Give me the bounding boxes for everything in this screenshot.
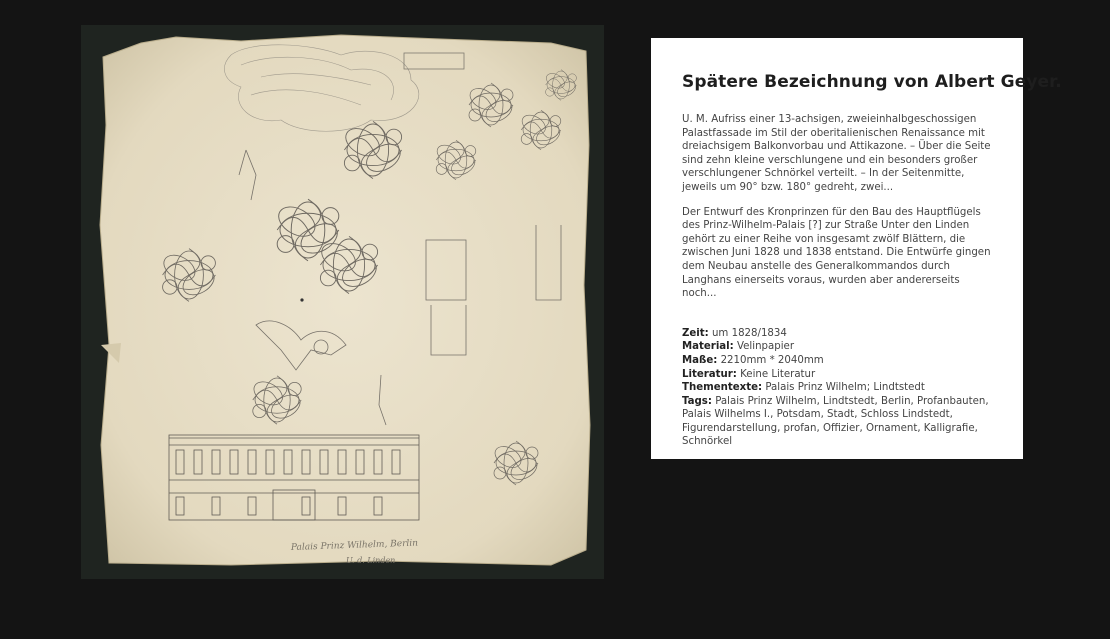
drawing-sheet xyxy=(81,25,604,579)
meta-literatur-value: Keine Literatur xyxy=(736,368,816,380)
inscription-line-2: U. d. Linden xyxy=(346,556,396,565)
meta-zeit-value: um 1828/1834 xyxy=(708,327,787,339)
meta-literatur xyxy=(682,368,993,382)
meta-thementexte-label: Thementexte: xyxy=(682,382,763,394)
meta-zeit-label: Zeit: xyxy=(682,327,709,339)
meta-tags-value[interactable]: Palais Prinz Wilhelm, Lindtstedt, Berlin, Profanbauten, Palais Wilhelms I., Potsdam, Stadt, Schloss Lindstedt, Figurendarstellung, profan, Offizier, Ornament, Kalligrafie, Schnörkel xyxy=(682,395,989,448)
meta-tags xyxy=(682,395,993,449)
meta-zeit xyxy=(682,327,993,341)
meta-material-value: Velinpapier xyxy=(733,341,795,353)
description-paragraph-2: Der Entwurf des Kronprinzen für den Bau des Hauptflügels des Prinz-Wilhelm-Palais [?] zur Straße Unter den Linden gehört zu einer Reihe von insgesamt zwölf Blättern, die zwischen Juni 1828 und 1838 entstand. Die Entwürfe gingen dem Neubau anstelle des Generalkommandos durch Langhans einerseits voraus, wurden aber andererseits noch... xyxy=(682,206,991,300)
meta-thementexte-value[interactable]: Palais Prinz Wilhelm; Lindtstedt xyxy=(762,382,925,394)
meta-tags-label: Tags: xyxy=(682,395,712,407)
meta-masse-value: 2210mm * 2040mm xyxy=(717,354,824,366)
artwork-image[interactable] xyxy=(81,25,604,579)
inscription-line-1: Palais Prinz Wilhelm, Berlin xyxy=(290,538,419,553)
paper xyxy=(100,35,590,565)
meta-literatur-label: Literatur: xyxy=(682,368,737,380)
description-paragraph-1: U. M. Aufriss einer 13-achsigen, zweieinhalbgeschossigen Palastfassade im Stil der oberitalienischen Renaissance mit dreiachsigem Balkonvorbau und Attikazone. – Über die Seite sind zehn kleine verschlungene und ein besonders großer verschlungener Schnörkel verteilt. – In der Seitenmitte, jeweils um 90° bzw. 180° gedreht, zwei... xyxy=(682,114,991,193)
metadata-list xyxy=(682,327,993,449)
meta-masse xyxy=(682,354,993,368)
meta-material-label: Material: xyxy=(682,341,734,353)
meta-masse-label: Maße: xyxy=(682,354,718,366)
info-card xyxy=(651,38,1062,459)
artwork-title: Spätere Bezeichnung von Albert Geyer. xyxy=(682,72,1062,92)
meta-material xyxy=(682,340,993,354)
meta-thementexte xyxy=(682,381,993,395)
